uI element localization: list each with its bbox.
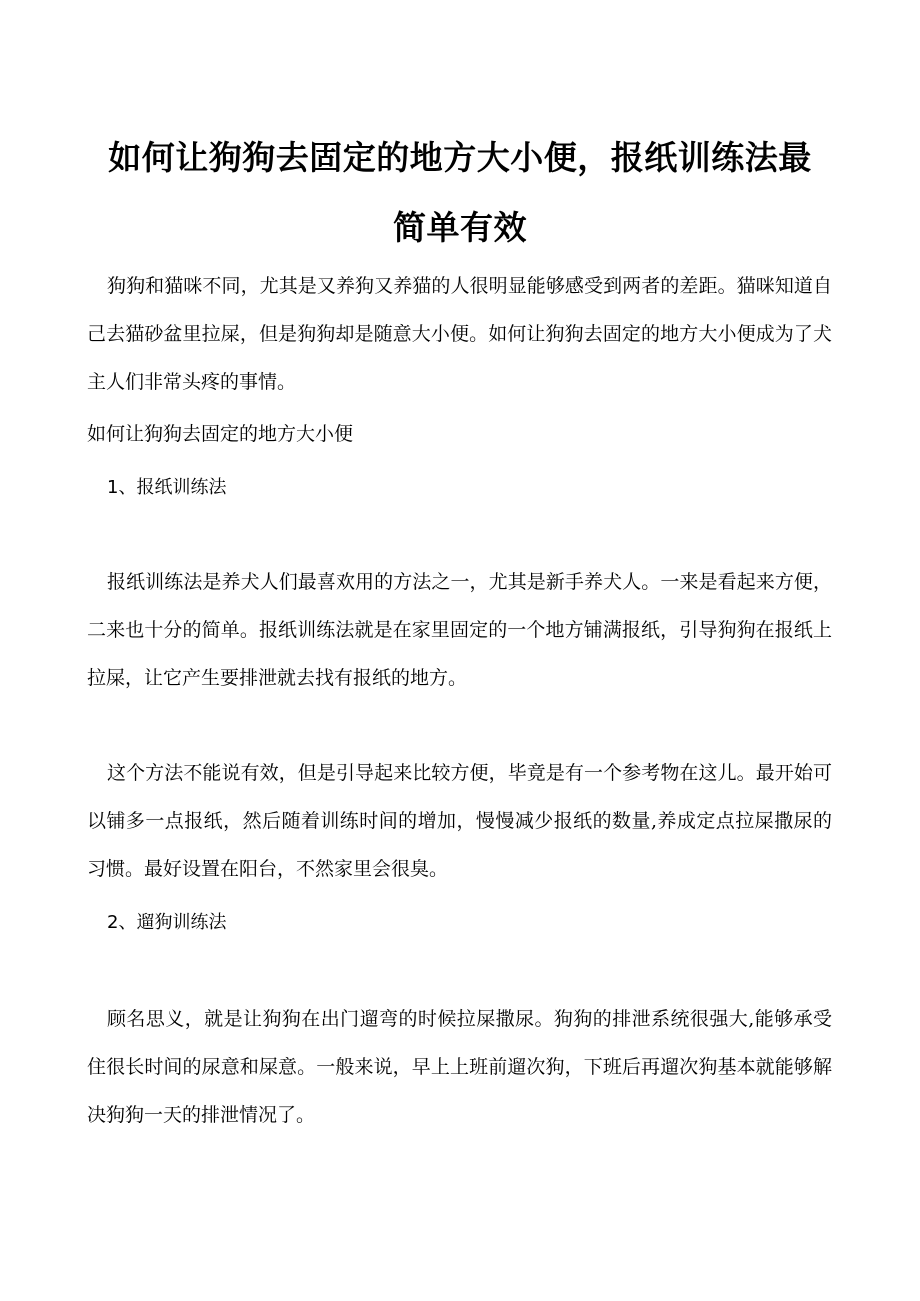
intro-paragraph: 狗狗和猫咪不同，尤其是又养狗又养猫的人很明显能够感受到两者的差距。猫咪知道自己去猫砂盆里拉屎，但是狗狗却是随意大小便。如何让狗狗去固定的地方大小便成为了犬主人们非常头疼的事情。 [87, 275, 832, 393]
method2-heading: 2、遛狗训练法 [107, 912, 227, 933]
method1-paragraph2: 这个方法不能说有效，但是引导起来比较方便，毕竟是有一个参考物在这儿。最开始可以铺多一点报纸，然后随着训练时间的增加，慢慢减少报纸的数量,养成定点拉屎撒尿的习惯。最好设置在阳台，不然家里会很臭。 [87, 762, 832, 880]
document-title-line1: 如何让狗狗去固定的地方大小便，报纸训练法最 [108, 138, 812, 177]
document-title-line2: 简单有效 [393, 208, 527, 247]
method1-heading: 1、报纸训练法 [107, 477, 227, 498]
section-title: 如何让狗狗去固定的地方大小便 [87, 423, 354, 445]
method2-paragraph1: 顾名思义，就是让狗狗在出门遛弯的时候拉屎撒尿。狗狗的排泄系统很强大,能够承受住很长时间的尿意和屎意。一般来说，早上上班前遛次狗，下班后再遛次狗基本就能够解决狗狗一天的排泄情况了。 [87, 1008, 832, 1126]
method1-paragraph1: 报纸训练法是养犬人们最喜欢用的方法之一，尤其是新手养犬人。一来是看起来方便，二来也十分的简单。报纸训练法就是在家里固定的一个地方铺满报纸，引导狗狗在报纸上拉屎，让它产生要排泄就去找有报纸的地方。 [87, 571, 832, 689]
